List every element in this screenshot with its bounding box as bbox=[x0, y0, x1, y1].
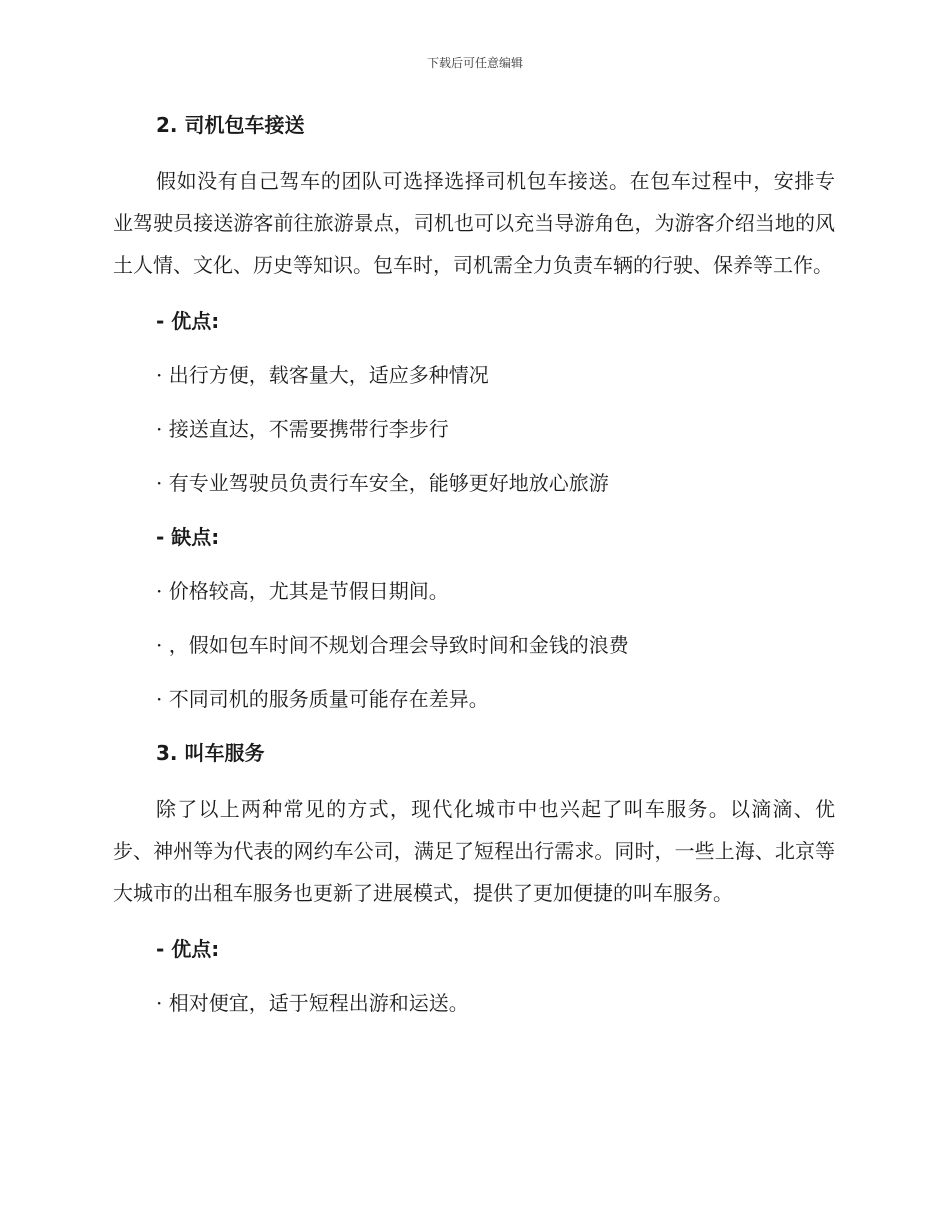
list-item: · 接送直达，不需要携带行李步行 bbox=[156, 417, 449, 441]
list-item: · 有专业驾驶员负责行车安全，能够更好地放心旅游 bbox=[156, 471, 609, 495]
header-note: 下载后可任意编辑 bbox=[426, 56, 523, 70]
list-item: · 出行方便，载客量大，适应多种情况 bbox=[156, 363, 489, 387]
section-2-cons-label: - 缺点: bbox=[156, 525, 220, 549]
list-item: · 相对便宜，适于短程出游和运送。 bbox=[156, 991, 469, 1015]
section-3-pros-label: - 优点: bbox=[156, 937, 220, 961]
section-2-title: 2. 司机包车接送 bbox=[156, 113, 305, 137]
section-2-pros-label: - 优点: bbox=[156, 309, 220, 333]
section-3-title: 3. 叫车服务 bbox=[156, 741, 265, 765]
document-body bbox=[113, 108, 835, 1040]
list-item: · 价格较高，尤其是节假日期间。 bbox=[156, 579, 449, 603]
list-item: · ，假如包车时间不规划合理会导致时间和金钱的浪费 bbox=[156, 633, 629, 657]
list-item: · 不同司机的服务质量可能存在差异。 bbox=[156, 687, 489, 711]
section-2-paragraph: 假如没有自己驾车的团队可选择选择司机包车接送。在包车过程中，安排专业驾驶员接送游客前往旅游景点，司机也可以充当导游角色，为游客介绍当地的风土人情、文化、历史等知识。包车时，司机需全力负责车辆的行驶、保养等工作。 bbox=[113, 169, 835, 277]
section-3-paragraph: 除了以上两种常见的方式，现代化城市中也兴起了叫车服务。以滴滴、优步、神州等为代表的网约车公司，满足了短程出行需求。同时，一些上海、北京等大城市的出租车服务也更新了进展模式，提供了更加便捷的叫车服务。 bbox=[113, 797, 835, 905]
